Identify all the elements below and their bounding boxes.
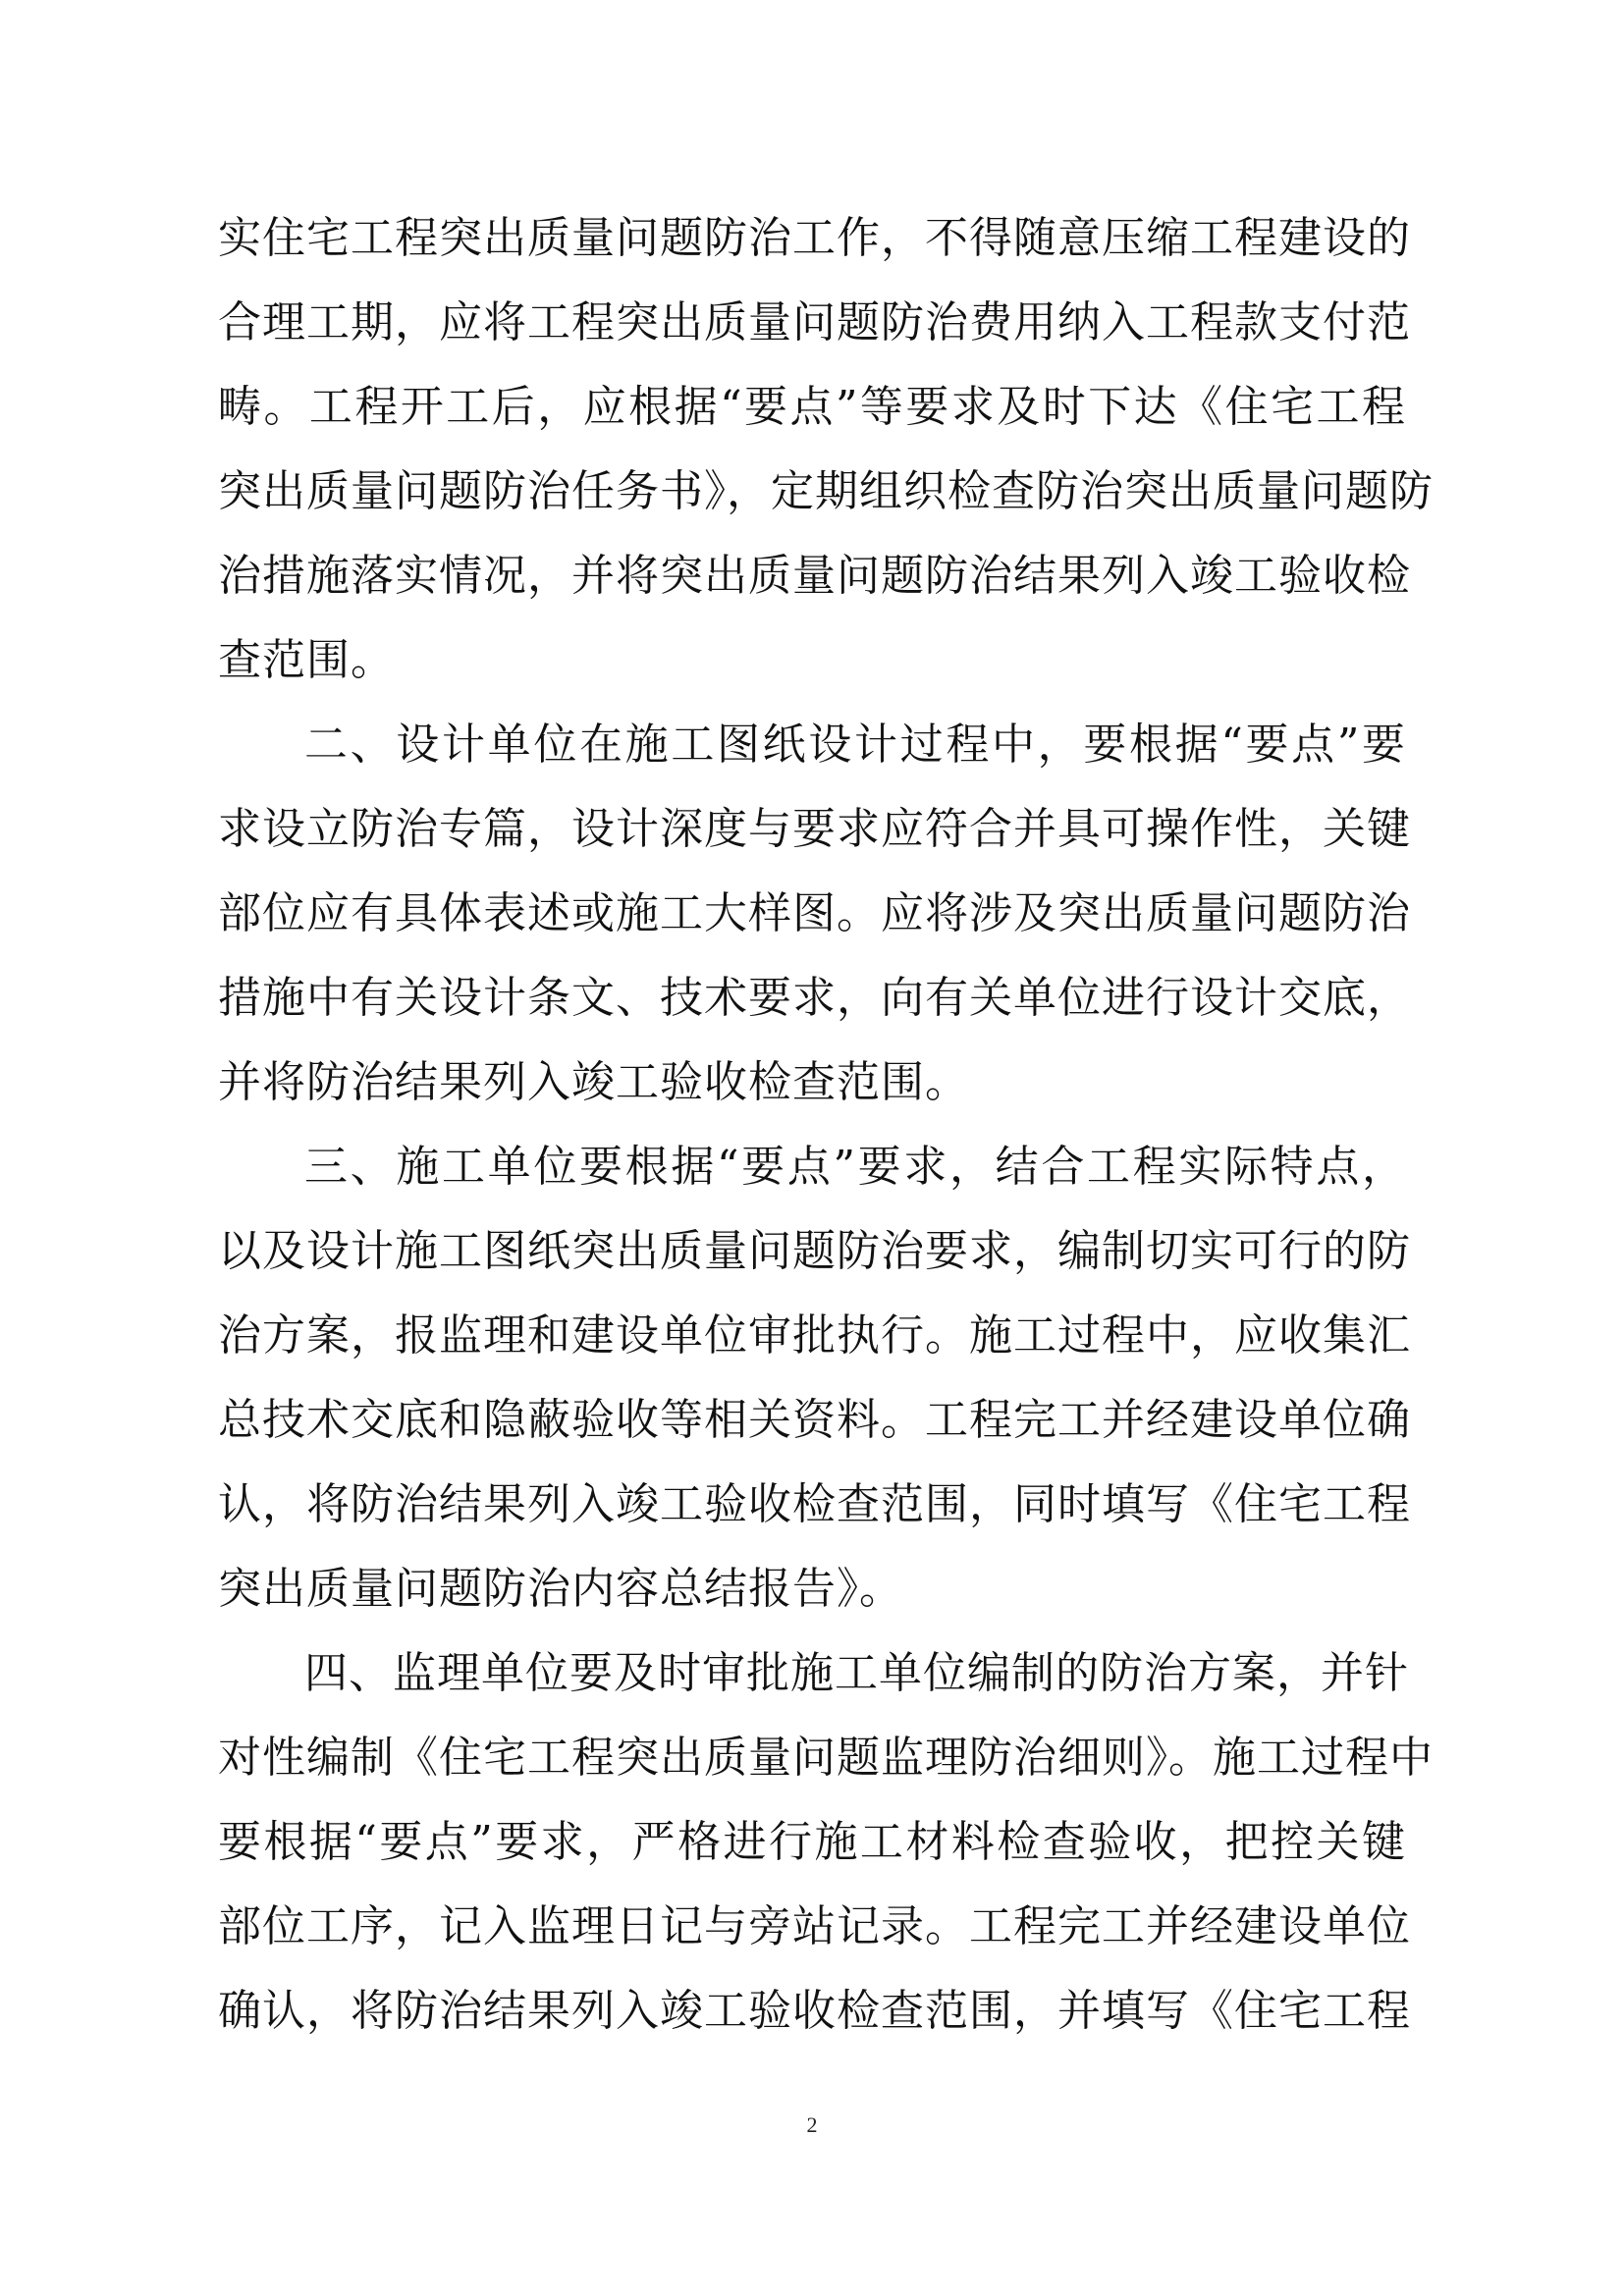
text-line: 合理工期，应将工程突出质量问题防治费用纳入工程款支付范 [218,297,1411,347]
text-line: 查范围。 [218,635,395,685]
text-line: 确认，将防治结果列入竣工验收检查范围，并填写《住宅工程 [218,1986,1411,2036]
text-line: 治措施落实情况，并将突出质量问题防治结果列入竣工验收检 [218,551,1411,601]
text-line: 二、设计单位在施工图纸设计过程中，要根据“要点”要 [304,720,1406,770]
text-line: 四、监理单位要及时审批施工单位编制的防治方案，并针 [304,1648,1409,1698]
text-line: 措施中有关设计条文、技术要求，向有关单位进行设计交底， [218,973,1411,1023]
text-line: 总技术交底和隐蔽验收等相关资料。工程完工并经建设单位确 [218,1395,1411,1445]
text-line: 求设立防治专篇，设计深度与要求应符合并具可操作性，关键 [218,804,1411,854]
text-line: 以及设计施工图纸突出质量问题防治要求，编制切实可行的防 [218,1226,1411,1276]
text-line: 对性编制《住宅工程突出质量问题监理防治细则》。施工过程中 [218,1733,1434,1783]
text-line: 部位工序，记入监理日记与旁站记录。工程完工并经建设单位 [218,1901,1411,1951]
paragraph-construction-unit [218,1125,1411,1631]
page-number: 2 [806,2112,818,2137]
text-line: 实住宅工程突出质量问题防治工作，不得随意压缩工程建设的 [218,213,1411,263]
text-line: 并将防治结果列入竣工验收检查范围。 [218,1057,969,1107]
text-line: 治方案，报监理和建设单位审批执行。施工过程中，应收集汇 [218,1310,1411,1361]
paragraph-supervision-unit [218,1631,1434,2054]
text-line: 部位应有具体表述或施工大样图。应将涉及突出质量问题防治 [218,888,1411,938]
paragraph-continuation [218,196,1434,703]
text-line: 畴。工程开工后，应根据“要点”等要求及时下达《住宅工程 [218,382,1406,432]
text-line: 要根据“要点”要求，严格进行施工材料检查验收，把控关键 [218,1817,1406,1867]
body-text [218,196,1434,2054]
text-line: 三、施工单位要根据“要点”要求，结合工程实际特点， [304,1142,1406,1192]
text-line: 突出质量问题防治内容总结报告》。 [218,1564,903,1614]
paragraph-design-unit [218,703,1411,1125]
text-line: 认，将防治结果列入竣工验收检查范围，同时填写《住宅工程 [218,1479,1411,1529]
text-line: 突出质量问题防治任务书》，定期组织检查防治突出质量问题防 [218,466,1434,516]
